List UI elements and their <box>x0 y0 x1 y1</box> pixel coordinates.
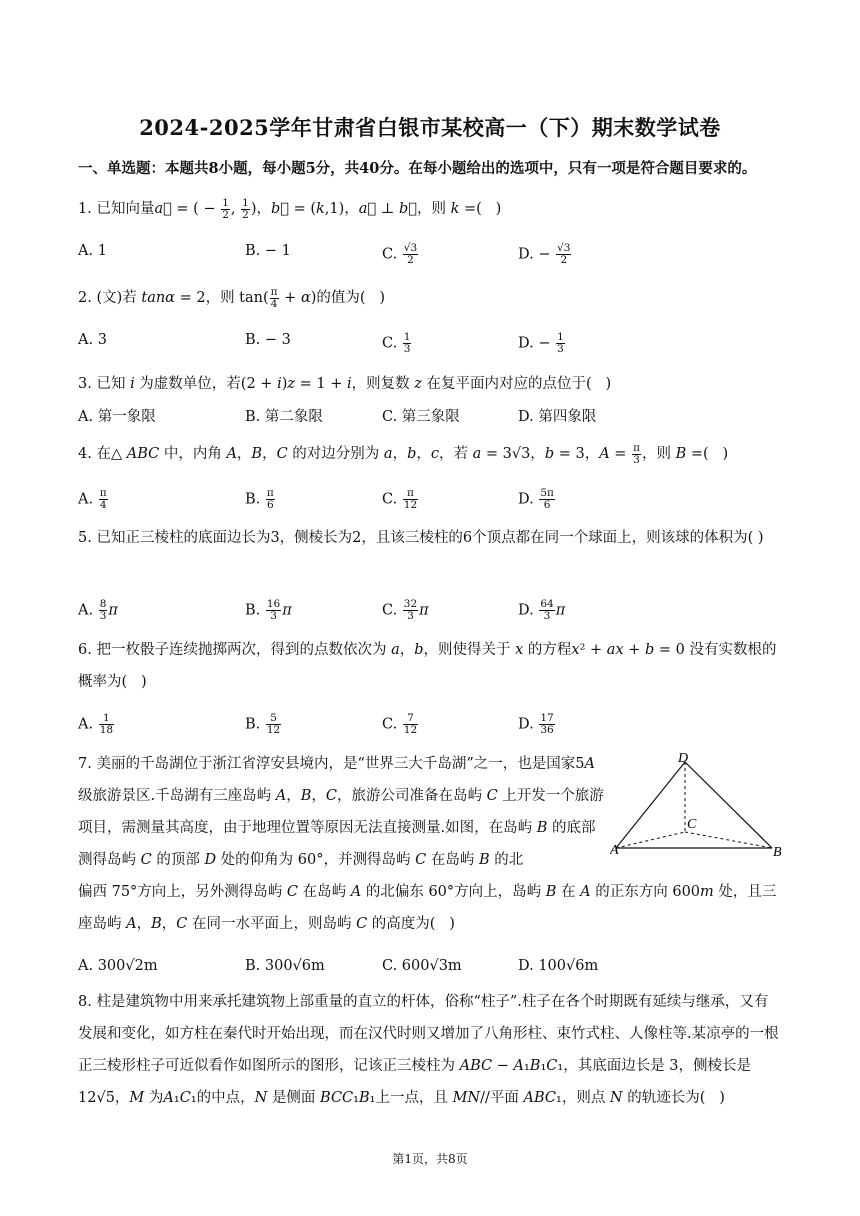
option-c: C. 第三象限 <box>382 409 460 425</box>
option-d: D. $\frac{5\pi}{6}$ <box>518 487 554 511</box>
option-c: C. $\frac{1}{3}$ <box>382 331 411 355</box>
option-a: A. 300√2m <box>78 958 158 974</box>
option-b: B. − 3 <box>245 332 291 348</box>
option-b: B. $\frac{16}{3}$ π <box>245 598 292 622</box>
option-a: A. $\frac{1}{18}$ <box>78 712 114 736</box>
question-3-stem: 3. 已知 i 为虚数单位，若(2 + i)z = 1 + i，则复数 z 在复平面内对应的点位于( ) <box>78 376 612 392</box>
option-c: C. 600√3m <box>382 958 462 974</box>
option-a: A. $\frac{\pi}{4}$ <box>78 487 107 511</box>
option-a: A. 第一象限 <box>78 409 156 425</box>
option-a: A. 1 <box>78 243 107 259</box>
question-8-stem: 8. 柱是建筑物中用来承托建筑物上部重量的直立的杆体，俗称“柱子”.柱子在各个时期既有延续与继承，又有发展和变化，如方柱在秦代时开始出现，而在汉代时则又增加了八角形柱、束竹式柱、人像柱等.某凉亭的一根正三棱形柱子可近似看作如图所示的图形，记该正三棱柱为 ABC − A₁B₁C₁，其底面边长是 3，侧棱长是 12√5，M 为A₁C₁的中点，N 是侧面 BCC₁B₁上一点，且 MN//平面 ABC₁，则点 N 的轨迹长为( ) <box>78 994 779 1106</box>
option-b: B. 第二象限 <box>245 409 323 425</box>
option-d: D. 第四象限 <box>518 409 597 425</box>
option-d: D. $\frac{17}{36}$ <box>518 712 554 736</box>
option-d: D. − $\frac{√3}{2}$ <box>518 242 571 266</box>
question-2-stem: 2. (文)若 tanα = 2，则 tan( $\frac{\pi}{4}$ + α)的值为( ) <box>78 285 386 310</box>
page-footer: 第1页，共8页 <box>392 1152 468 1166</box>
option-c: C. $\frac{√3}{2}$ <box>382 242 418 266</box>
question-7-stem-part2: 偏西 75°方向上，另外测得岛屿 C 在岛屿 A 的北偏东 60°方向上，岛屿 B 在 A 的正东方向 600m 处，且三座岛屿 A，B，C 在同一水平面上，则岛屿 C 的高度为( ) <box>78 884 777 932</box>
option-d: D. $\frac{64}{3}$ π <box>518 598 566 622</box>
label-c: C <box>687 817 697 832</box>
question-1-stem: 1. 已知向量a⃗ = ( − $\frac{1}{2}$ , $\frac{1}{2}$ )，b⃗ = (k,1)，a⃗ ⊥ b⃗，则 k =( ) <box>78 196 502 221</box>
section-heading: 一、单选题：本题共8小题，每小题5分，共40分。在每小题给出的选项中，只有一项是符合题目要求的。 <box>78 160 757 177</box>
option-d: D. − $\frac{1}{3}$ <box>518 331 564 355</box>
option-c: C. $\frac{32}{3}$ π <box>382 598 429 622</box>
question-6-options <box>78 713 782 737</box>
exam-title: 2024-2025学年甘肃省白银市某校高一（下）期末数学试卷 <box>139 115 721 140</box>
option-b: B. − 1 <box>245 243 291 259</box>
label-b: B <box>773 845 782 860</box>
question-1-options <box>78 243 782 267</box>
option-b: B. $\frac{5}{12}$ <box>245 712 281 736</box>
question-4-stem: 4. 在△ ABC 中，内角 A，B，C 的对边分别为 a，b，c，若 a = 3√3，b = 3，A = $\frac{\pi}{3}$ ，则 B =( ) <box>78 441 729 466</box>
option-c: C. $\frac{7}{12}$ <box>382 712 418 736</box>
question-5-options <box>78 599 782 623</box>
question-4-options <box>78 488 782 512</box>
question-7-options <box>78 958 782 982</box>
question-3-options <box>78 405 782 429</box>
label-d: D <box>678 751 689 766</box>
option-a: A. 3 <box>78 332 107 348</box>
edge-da <box>616 762 685 848</box>
option-b: B. 300√6m <box>245 958 325 974</box>
pyramid-figure <box>610 750 786 860</box>
question-6-stem: 6. 把一枚骰子连续抛掷两次，得到的点数依次为 a，b，则使得关于 x 的方程x² + ax + b = 0 没有实数根的概率为( ) <box>78 642 777 690</box>
label-a: A <box>610 843 619 858</box>
option-a: A. $\frac{8}{3}$ π <box>78 598 118 622</box>
edge-db <box>685 762 772 848</box>
option-b: B. $\frac{\pi}{6}$ <box>245 487 274 511</box>
question-5-stem: 5. 已知正三棱柱的底面边长为3，侧棱长为2，且该三棱柱的6个顶点都在同一个球面上，则该球的体积为( ) <box>78 530 764 546</box>
question-2-options <box>78 332 782 356</box>
option-c: C. $\frac{\pi}{12}$ <box>382 487 418 511</box>
option-d: D. 100√6m <box>518 958 599 974</box>
question-7-stem-part1: 7. 美丽的千岛湖位于浙江省淳安县境内，是“世界三大千岛湖”之一，也是国家5A 级旅游景区.千岛湖有三座岛屿 A，B，C，旅游公司准备在岛屿 C 上开发一个旅游项目，需测量其高度，由于地理位置等原因无法直接测量.如图，在岛屿 B 的底部测得岛屿 C 的顶部 D 处的仰角为 60°，并测得岛屿 C 在岛屿 B 的北 <box>78 756 604 868</box>
